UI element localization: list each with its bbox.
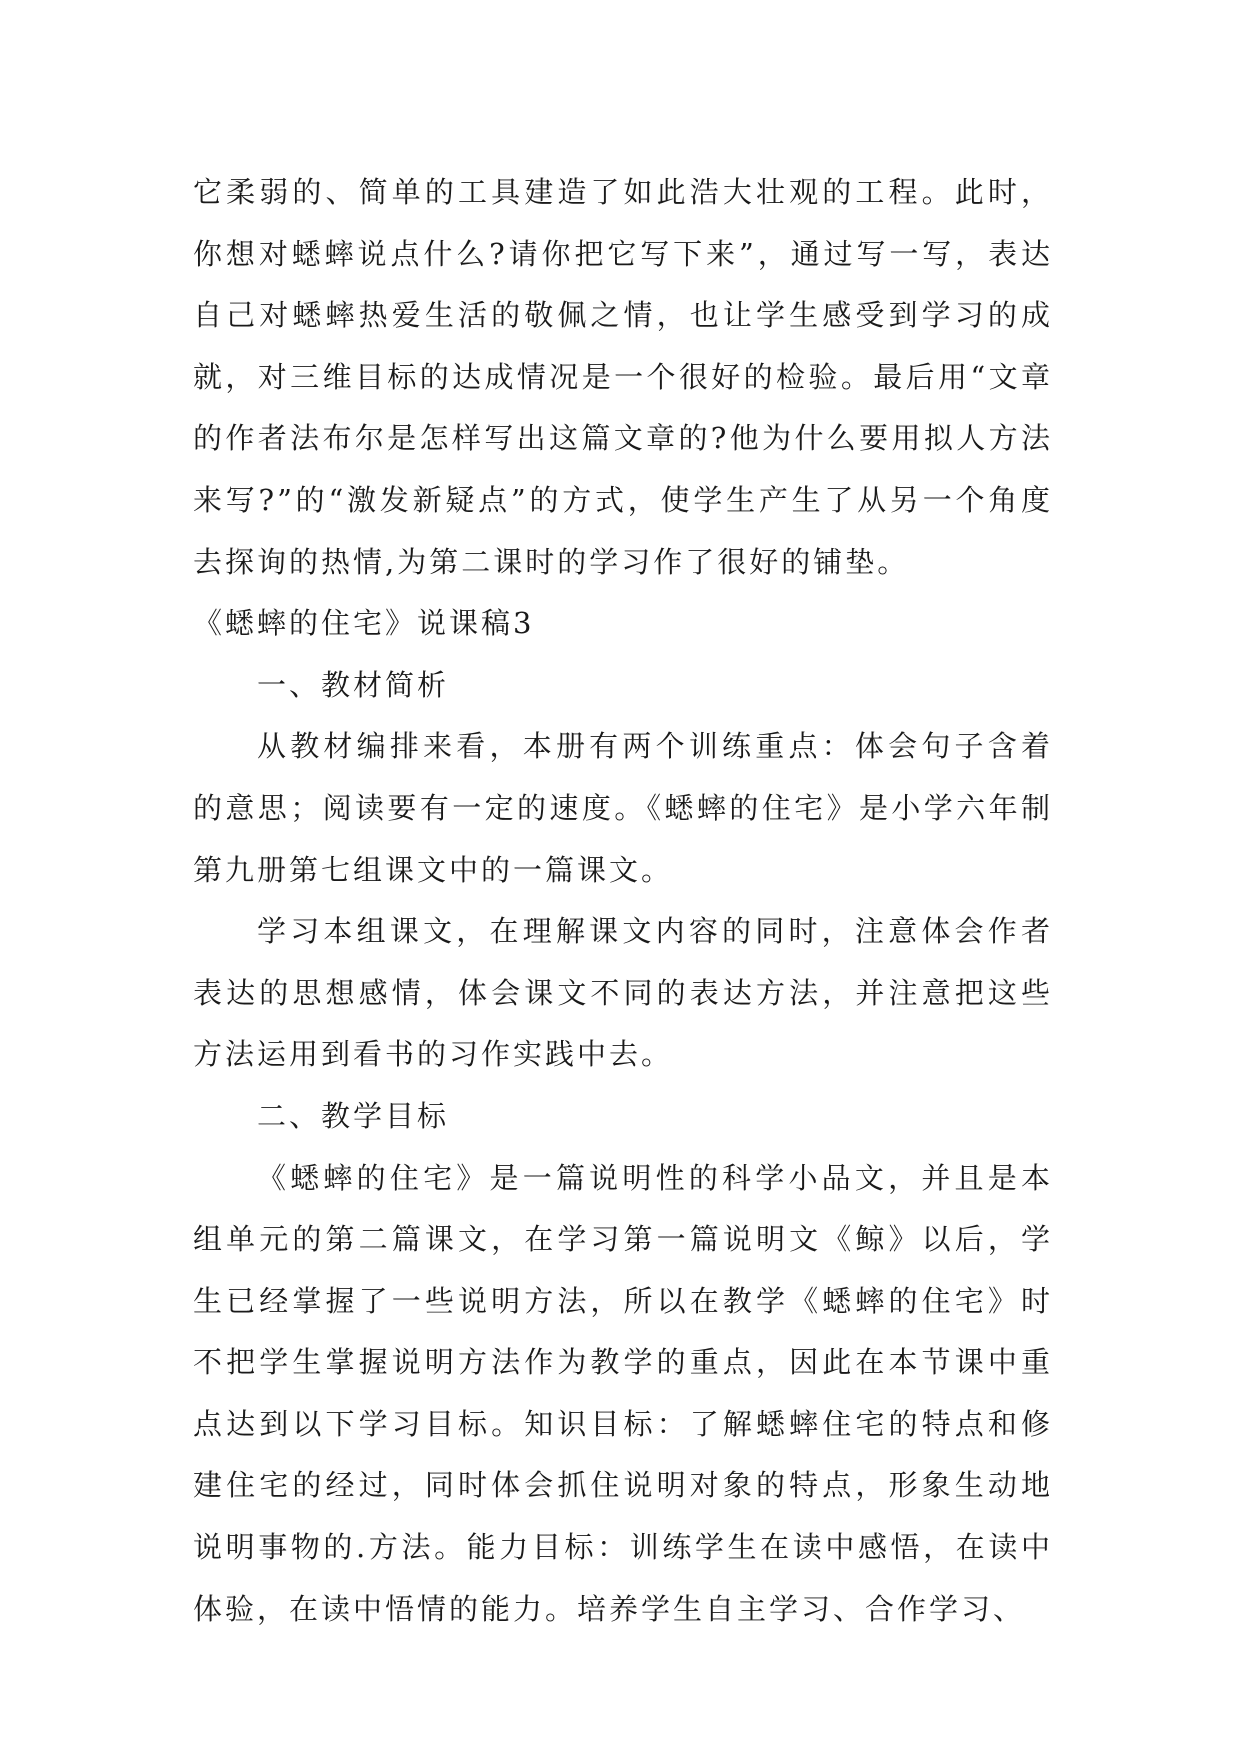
section-heading-1: 一、教材简析 [257, 667, 450, 702]
document-body [193, 162, 1053, 1640]
paragraph-textbook-analysis: 从教材编排来看，本册有两个训练重点：体会句子含着的意思；阅读要有一定的速度。《蟋蟀的住宅》是小学六年制第九册第七组课文中的一篇课文。 [193, 729, 1053, 887]
paragraph-unit-study: 学习本组课文，在理解课文内容的同时，注意体会作者表达的思想感情，体会课文不同的表达方法，并注意把这些方法运用到看书的习作实践中去。 [193, 914, 1053, 1072]
section-heading-2: 二、教学目标 [257, 1098, 450, 1133]
paragraph-continuation: 它柔弱的、简单的工具建造了如此浩大壮观的工程。此时，你想对蟋蟀说点什么?请你把它写下来”，通过写一写，表达自己对蟋蟀热爱生活的敬佩之情，也让学生感受到学习的成就，对三维目标的达成情况是一个很好的检验。最后用“文章的作者法布尔是怎样写出这篇文章的?他为什么要用拟人方法来写?”的“激发新疑点”的方式，使学生产生了从另一个角度去探询的热情,为第二课时的学习作了很好的铺垫。 [193, 175, 1053, 579]
paragraph-teaching-goals: 《蟋蟀的住宅》是一篇说明性的科学小品文，并且是本组单元的第二篇课文，在学习第一篇说明文《鲸》以后，学生已经掌握了一些说明方法，所以在教学《蟋蟀的住宅》时不把学生掌握说明方法作为教学的重点，因此在本节课中重点达到以下学习目标。知识目标：了解蟋蟀住宅的特点和修建住宅的经过，同时体会抓住说明对象的特点，形象生动地说明事物的.方法。能力目标：训练学生在读中感悟，在读中体验，在读中悟情的能力。培养学生自主学习、合作学习、 [193, 1160, 1053, 1626]
document-title: 《蟋蟀的住宅》说课稿3 [193, 606, 535, 641]
